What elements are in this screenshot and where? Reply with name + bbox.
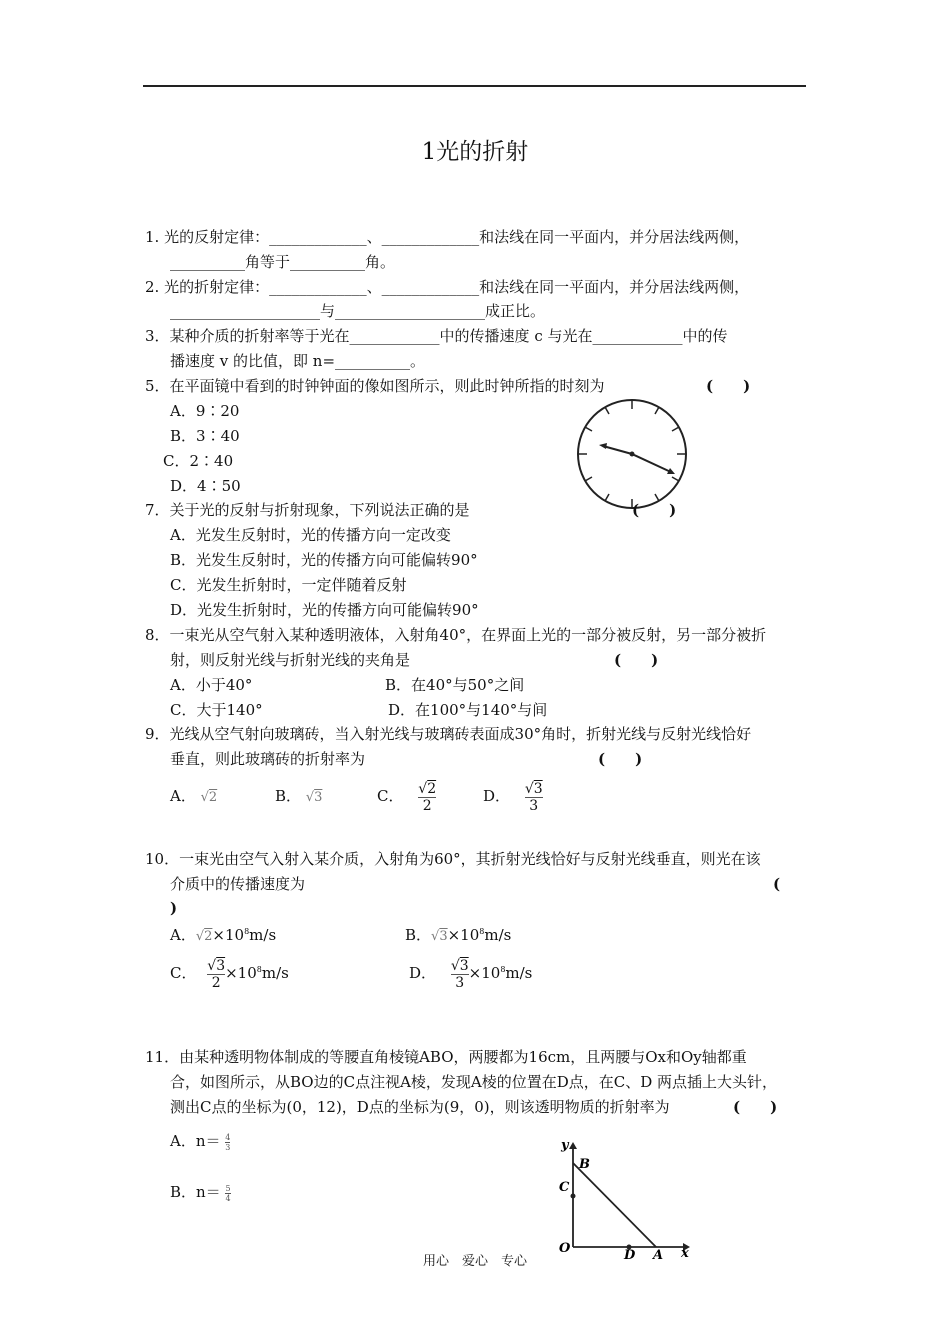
label-o: O (559, 1241, 571, 1256)
q11-line2: 合，如图所示，从BO边的C点注视A棱，发现A棱的位置在D点，在C、D 两点插上大头针， (170, 1073, 778, 1091)
q10-option-d-unit: m/s (505, 964, 533, 982)
q5-stem: 5．在平面镜中看到的时钟钟面的像如图所示，则此时钟所指的时刻为 (145, 377, 605, 395)
q9-option-b: B． √3 (275, 787, 323, 805)
q11-line1: 11．由某种透明物体制成的等腰直角棱镜ABO，两腰都为16cm，且两腰与Ox和Oy轴都重 (145, 1048, 747, 1066)
q9-line1: 9．光线从空气射向玻璃砖，当入射光线与玻璃砖表面成30°角时，折射光线与反射光线恰好 (145, 725, 752, 743)
q11-option-b-label: B．n＝ (170, 1183, 221, 1201)
q10-option-b-times: ×10 (447, 926, 480, 944)
label-d: D (624, 1248, 636, 1260)
q10-option-a-root: 2 (204, 929, 213, 944)
q10-line1: 10．一束光由空气入射入某介质，入射角为60°，其折射光线恰好与反射光线垂直，则光在该 (145, 850, 761, 868)
q10-paren-open: ( (773, 875, 781, 893)
q10-paren-close: ) (170, 899, 178, 917)
q11-option-a (170, 1126, 230, 1156)
q11-answer-paren: ( ) (733, 1098, 778, 1116)
q10-line2: 介质中的传播速度为 (170, 875, 306, 893)
prism-diagram (555, 1135, 695, 1260)
q9-option-b-root: 3 (314, 790, 323, 805)
q5-option-c: C．2∶40 (163, 452, 234, 470)
q7-option-a: A．光发生反射时，光的传播方向一定改变 (170, 526, 451, 544)
q9-option-a-root: 2 (208, 790, 218, 805)
q10-option-b-unit: m/s (484, 926, 512, 944)
q8-option-c: C．大于140° (170, 701, 263, 719)
q10-option-d-num: 3 (459, 957, 469, 974)
q9-option-c: C． $\frac{√2}{2}$ (377, 780, 437, 814)
header-rule (143, 85, 806, 87)
q10-option-b-exp: 8 (479, 927, 485, 936)
q8-line2: 射，则反射光线与折射光线的夹角是 (170, 651, 411, 669)
q11-option-b-num: 5 (225, 1183, 231, 1193)
q10-option-a-times: ×10 (212, 926, 245, 944)
q11-option-b (170, 1177, 231, 1207)
x-axis-label: x (681, 1246, 689, 1260)
label-b: B (579, 1157, 590, 1172)
q11-option-a-label: A．n＝ (170, 1132, 221, 1150)
q9-option-c-num: 2 (427, 780, 437, 797)
q9-answer-paren: ( ) (598, 750, 643, 768)
q11-option-a-num: 4 (225, 1132, 231, 1142)
y-axis-arrow (569, 1142, 577, 1149)
q1-line2: __________角等于__________角。 (170, 253, 396, 271)
q10-option-d-label: D． (409, 964, 437, 982)
q9-option-b-label: B． (275, 787, 302, 805)
q10-option-d-times: ×10 (468, 964, 501, 982)
q8-option-d: D．在100°与140°与间 (388, 701, 548, 719)
q9-option-d-den: 3 (529, 797, 539, 814)
page-title: 1光的折射 (421, 139, 529, 165)
label-c: C (559, 1180, 570, 1195)
q10-option-c-unit: m/s (261, 964, 289, 982)
q10-option-a-unit: m/s (249, 926, 277, 944)
q5-option-d: D．4∶50 (170, 477, 241, 495)
q10-option-a: A．$√2\times 10^8m/s$ (170, 926, 277, 944)
point-c (571, 1194, 576, 1199)
q8-line1: 8．一束光从空气射入某种透明液体，入射角40°，在界面上光的一部分被反射，另一部分被折 (145, 626, 767, 644)
q11-line3: 测出C点的坐标为(0，12)，D点的坐标为(9，0)，则该透明物质的折射率为 (170, 1098, 670, 1116)
q10-option-d: D． $\frac{√3}{3}$ $\times 10^8m/s$ (409, 957, 533, 991)
q11-option-a-den: 3 (225, 1142, 231, 1152)
q1-line1: 1. 光的反射定律：_____________、_____________和法线在同一平面内，并分居法线两侧， (145, 228, 750, 246)
q10-option-d-exp: 8 (500, 965, 506, 974)
q10-option-d-den: 3 (455, 974, 465, 991)
q7-option-d: D．光发生折射时，光的传播方向可能偏转90° (170, 601, 479, 619)
q9-option-d: D． $\frac{√3}{3}$ (483, 780, 543, 814)
q9-option-c-label: C． (377, 787, 404, 805)
q7-option-b: B．光发生反射时，光的传播方向可能偏转90° (170, 551, 478, 569)
page-footer: 用心 爱心 专心 (422, 1254, 527, 1269)
clock-figure (575, 397, 690, 512)
q8-option-b: B．在40°与50°之间 (385, 676, 525, 694)
q5-option-a: A．9∶20 (170, 402, 240, 420)
q10-option-c: C． $\frac{√3}{2}$ $\times 10^8m/s$ (170, 957, 289, 991)
q10-option-c-den: 2 (211, 974, 221, 991)
q3-line2: 播速度 v 的比值，即 n=__________。 (170, 352, 426, 370)
q10-option-b-root: 3 (439, 929, 448, 944)
q5-answer-paren: ( ) (706, 377, 751, 395)
q10-option-b: B．$√3\times 10^8m/s$ (405, 926, 512, 944)
q3-line1: 3．某种介质的折射率等于光在____________中的传播速度 c 与光在____________中的传 (145, 327, 728, 345)
q10-option-c-exp: 8 (256, 965, 262, 974)
q9-option-a-label: A． (170, 787, 196, 805)
q10-option-c-times: ×10 (225, 964, 257, 982)
q2-line2: ____________________与____________________成正比。 (170, 302, 546, 320)
q9-option-d-num: 3 (533, 780, 543, 797)
q9-line2: 垂直，则此玻璃砖的折射率为 (170, 750, 366, 768)
q10-option-a-label: A． (170, 926, 196, 944)
y-axis-label: y (561, 1138, 569, 1153)
q11-option-b-den: 4 (225, 1193, 231, 1203)
q10-option-b-label: B． (405, 926, 432, 944)
label-a: A (653, 1248, 664, 1260)
q7-option-c: C．光发生折射时，一定伴随着反射 (170, 576, 407, 594)
q5-option-b: B．3∶40 (170, 427, 240, 445)
prism-hypotenuse (573, 1163, 656, 1247)
q9-option-a: A． √2 (170, 787, 218, 805)
q7-answer-paren: ( ) (632, 501, 677, 519)
q7-stem: 7．关于光的反射与折射现象，下列说法正确的是 (145, 501, 470, 519)
q8-option-a: A．小于40° (170, 676, 253, 694)
q10-option-c-label: C． (170, 964, 197, 982)
q9-option-d-label: D． (483, 787, 511, 805)
q9-option-c-den: 2 (422, 797, 432, 814)
q8-answer-paren: ( ) (614, 651, 659, 669)
q10-option-c-num: 3 (216, 957, 226, 974)
q10-option-a-exp: 8 (244, 927, 250, 936)
q2-line1: 2. 光的折射定律：_____________、_____________和法线在同一平面内，并分居法线两侧， (145, 278, 750, 296)
